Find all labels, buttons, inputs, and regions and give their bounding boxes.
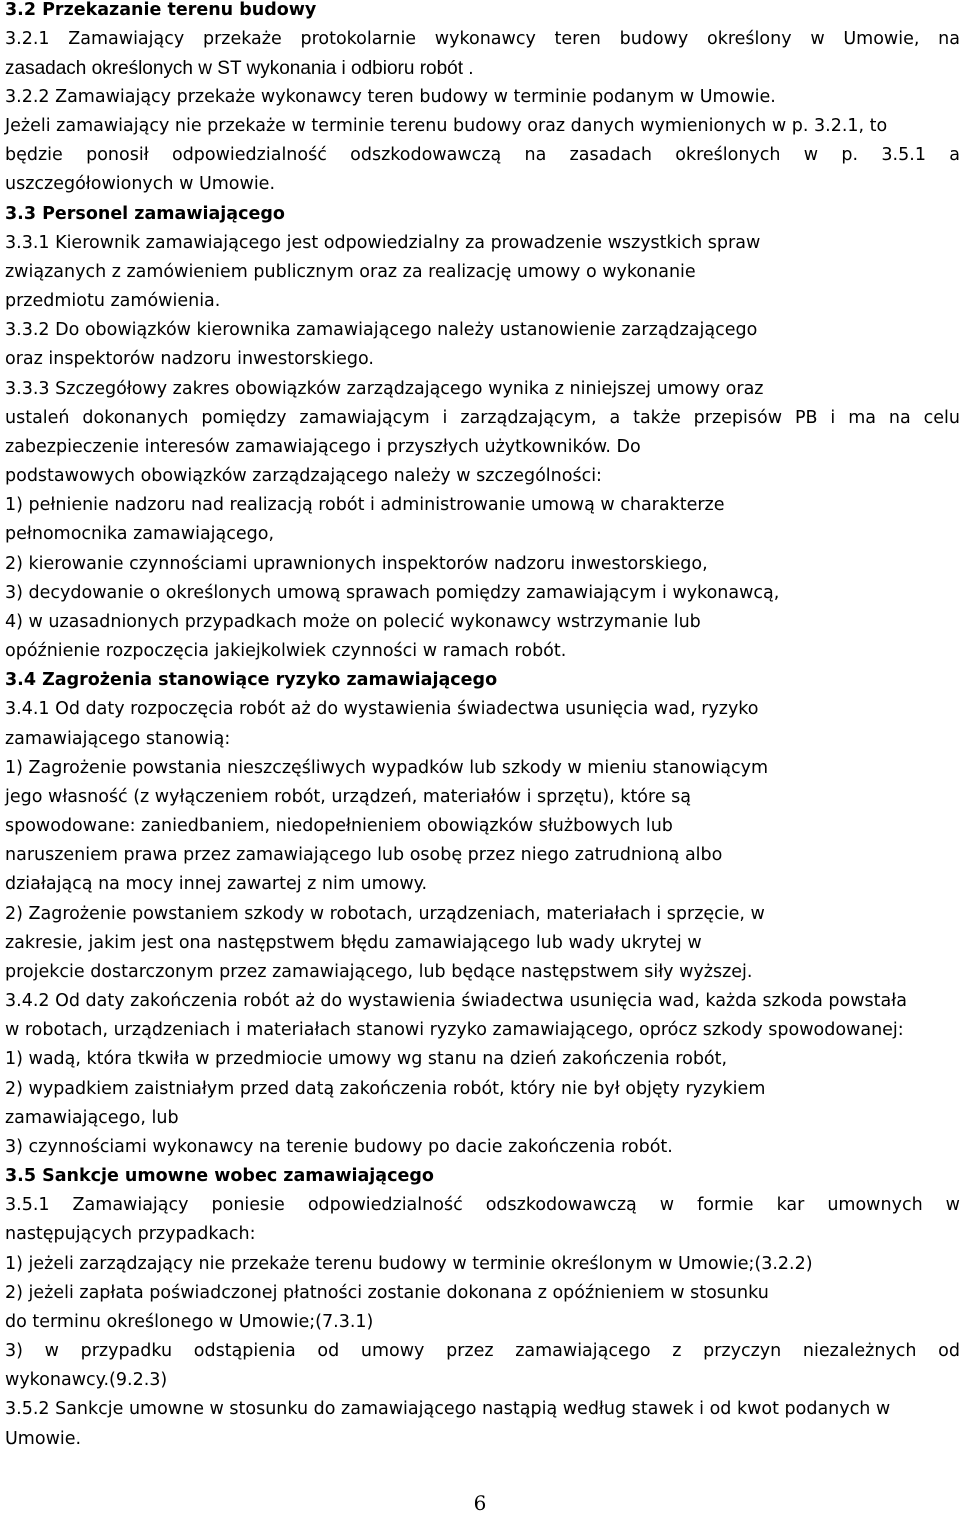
paragraph-line: 3.3.2 Do obowiązków kierownika zamawiającego należy ustanowienie zarządzającego [5,320,758,340]
paragraph-line: 3.3.1 Kierownik zamawiającego jest odpowiedzialny za prowadzenie wszystkich spraw [5,233,761,253]
paragraph-line: przedmiotu zamówienia. [5,291,221,311]
list-item: projekcie dostarczonym przez zamawiającego, lub będące następstwem siły wyższej. [5,962,753,982]
paragraph-line: 3.4.2 Od daty zakończenia robót aż do wystawienia świadectwa usunięcia wad, każda szkoda powstała [5,991,907,1011]
list-item: 3) czynnościami wykonawcy na terenie budowy po dacie zakończenia robót. [5,1137,673,1157]
paragraph-line: 3.2.1 Zamawiający przekaże protokolarnie wykonawcy teren budowy określony w Umowie, na [5,29,960,49]
list-item: zakresie, jakim jest ona następstwem błędu zamawiającego lub wady ukrytej w [5,933,702,953]
paragraph-line: w robotach, urządzeniach i materiałach stanowi ryzyko zamawiającego, oprócz szkody spowodowanej: [5,1020,904,1040]
list-item: 2) kierowanie czynnościami uprawnionych inspektorów nadzoru inwestorskiego, [5,554,708,574]
paragraph-line: podstawowych obowiązków zarządzającego należy w szczególności: [5,466,602,486]
paragraph-line: 3.2.2 Zamawiający przekaże wykonawcy teren budowy w terminie podanym w Umowie. [5,87,776,107]
paragraph-line: 3.5.1 Zamawiający poniesie odpowiedzialność odszkodowawczą w formie kar umownych w [5,1195,960,1215]
list-item: 3) decydowanie o określonych umową sprawach pomiędzy zamawiającym i wykonawcą, [5,583,780,603]
list-item: 1) wadą, która tkwiła w przedmiocie umowy wg stanu na dzień zakończenia robót, [5,1049,728,1069]
paragraph-line: 3.3.3 Szczegółowy zakres obowiązków zarządzającego wynika z niniejszej umowy oraz [5,379,764,399]
paragraph-line: uszczegółowionych w Umowie. [5,174,276,194]
list-item: 2) Zagrożenie powstaniem szkody w robotach, urządzeniach, materiałach i sprzęcie, w [5,904,765,924]
list-item: jego własność (z wyłączeniem robót, urządzeń, materiałów i sprzętu), które są [5,787,691,807]
list-item: zamawiającego, lub [5,1108,179,1128]
paragraph-line: zabezpieczenie interesów zamawiającego i przyszłych użytkowników. Do [5,437,641,457]
list-item: opóźnienie rozpoczęcia jakiejkolwiek czynności w ramach robót. [5,641,567,661]
paragraph-line: Umowie. [5,1429,82,1449]
list-item: 4) w uzasadnionych przypadkach może on polecić wykonawcy wstrzymanie lub [5,612,701,632]
list-item: spowodowane: zaniedbaniem, niedopełnieniem obowiązków służbowych lub [5,816,673,836]
list-item: 2) jeżeli zapłata poświadczonej płatności zostanie dokonana z opóźnieniem w stosunku [5,1283,769,1303]
paragraph-line: ustaleń dokonanych pomiędzy zamawiającym i zarządzającym, a także przepisów PB i ma na celu [5,408,960,428]
section-heading-3-5: 3.5 Sankcje umowne wobec zamawiającego [5,1166,434,1186]
list-item: 1) Zagrożenie powstania nieszczęśliwych wypadków lub szkody w mieniu stanowiącym [5,758,769,778]
list-item: 2) wypadkiem zaistniałym przed datą zakończenia robót, który nie był objęty ryzykiem [5,1079,766,1099]
paragraph-line: związanych z zamówieniem publicznym oraz za realizację umowy o wykonanie [5,262,696,282]
list-item: wykonawcy.(9.2.3) [5,1370,168,1390]
paragraph-line: 3.5.2 Sankcje umowne w stosunku do zamawiającego nastąpią według stawek i od kwot podanych w [5,1399,891,1419]
list-item: do terminu określonego w Umowie;(7.3.1) [5,1312,374,1332]
paragraph-line: oraz inspektorów nadzoru inwestorskiego. [5,349,374,369]
paragraph-line: następujących przypadkach: [5,1224,256,1244]
section-heading-3-4: 3.4 Zagrożenia stanowiące ryzyko zamawiającego [5,670,498,690]
list-item: 3) w przypadku odstąpienia od umowy przez zamawiającego z przyczyn niezależnych od [5,1341,960,1361]
paragraph-line: zamawiającego stanowią: [5,729,231,749]
list-item: naruszeniem prawa przez zamawiającego lub osobę przez niego zatrudnioną albo [5,845,723,865]
list-item: 1) pełnienie nadzoru nad realizacją robót i administrowanie umową w charakterze [5,495,725,515]
section-heading-3-2: 3.2 Przekazanie terenu budowy [5,0,317,20]
list-item: 1) jeżeli zarządzający nie przekaże terenu budowy w terminie określonym w Umowie;(3.2.2) [5,1254,813,1274]
section-heading-3-3: 3.3 Personel zamawiającego [5,204,285,224]
paragraph-line: Jeżeli zamawiający nie przekaże w terminie terenu budowy oraz danych wymienionych w p. 3.2.1, to [5,116,888,136]
paragraph-line: będzie ponosił odpowiedzialność odszkodowawczą na zasadach określonych w p. 3.5.1 a [5,145,960,165]
list-item: pełnomocnika zamawiającego, [5,524,275,544]
paragraph-line: 3.4.1 Od daty rozpoczęcia robót aż do wystawienia świadectwa usunięcia wad, ryzyko [5,699,759,719]
page-number: 6 [473,1491,487,1515]
list-item: działającą na mocy innej zawartej z nim umowy. [5,874,428,894]
paragraph-line: zasadach określonych w ST wykonania i odbioru robót . [5,58,474,79]
